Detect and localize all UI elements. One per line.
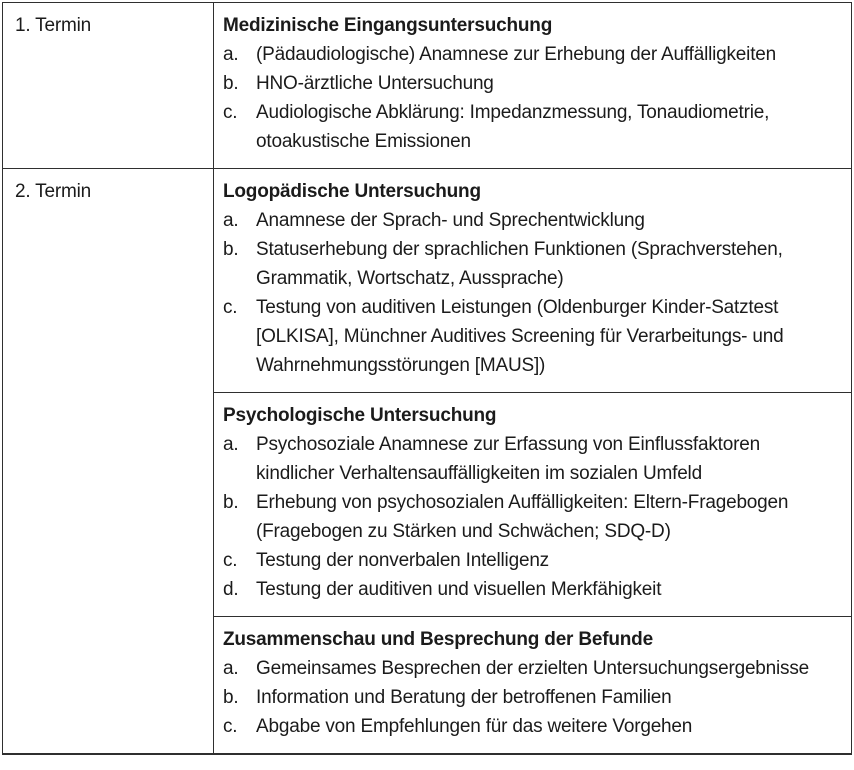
item-marker: d.: [223, 579, 239, 600]
item-text: Gemeinsames Besprechen der erzielten Untersuchungsergebnisse: [256, 658, 810, 679]
item-text: Testung der auditiven und visuellen Merkfähigkeit: [256, 579, 662, 600]
item-text: Information und Beratung der betroffenen Familien: [256, 687, 672, 708]
item-text: HNO-ärztliche Untersuchung: [256, 73, 494, 94]
item-marker: b.: [223, 492, 239, 513]
item-marker: a.: [223, 44, 239, 65]
section-zusammenschau-besprechung: [214, 616, 851, 753]
item-marker: c.: [223, 102, 238, 123]
list-item: [223, 40, 837, 69]
table-row-termin-2: [3, 168, 851, 753]
item-text: Anamnese der Sprach- und Sprechentwicklung: [256, 210, 645, 231]
list-item: [223, 206, 837, 235]
item-text: Abgabe von Empfehlungen für das weitere Vorgehen: [256, 716, 693, 737]
table-row-termin-1: [3, 3, 851, 168]
list-item: [223, 235, 837, 293]
list-item: [223, 488, 837, 546]
item-text: Audiologische Abklärung: Impedanzmessung, Tonaudiometrie, otoakustische Emissionen: [256, 102, 770, 152]
section-psychologische-untersuchung: [214, 392, 851, 616]
section-medizinische-untersuchung: [214, 3, 851, 168]
section-title: Psychologische Untersuchung: [223, 405, 497, 426]
item-text: Erhebung von psychosozialen Auffälligkeiten: Eltern-Fragebogen (Fragebogen zu Stärken und Schwächen; SDQ-D): [256, 492, 789, 542]
item-marker: c.: [223, 297, 238, 318]
list-item: [223, 430, 837, 488]
term-cell: [3, 169, 213, 753]
item-text: Testung der nonverbalen Intelligenz: [256, 550, 549, 571]
term-cell: [3, 3, 213, 168]
item-marker: b.: [223, 239, 239, 260]
item-marker: a.: [223, 658, 239, 679]
item-marker: c.: [223, 550, 238, 571]
list-item: [223, 98, 837, 156]
list-item: [223, 654, 837, 683]
section-title: Logopädische Untersuchung: [223, 181, 481, 202]
list-item: [223, 712, 837, 741]
item-marker: a.: [223, 434, 239, 455]
list-item: [223, 293, 837, 380]
term-label: 2. Termin: [15, 181, 91, 202]
section-title: Zusammenschau und Besprechung der Befunde: [223, 629, 653, 650]
list-item: [223, 69, 837, 98]
list-item: [223, 546, 837, 575]
item-marker: c.: [223, 716, 238, 737]
examination-schedule-table: [2, 2, 852, 755]
procedure-cell: [213, 3, 851, 168]
list-item: [223, 575, 837, 604]
item-text: (Pädaudiologische) Anamnese zur Erhebung der Auffälligkeiten: [256, 44, 777, 65]
procedure-cell: [213, 169, 851, 753]
term-label: 1. Termin: [15, 15, 91, 36]
item-marker: b.: [223, 687, 239, 708]
item-text: Testung von auditiven Leistungen (Oldenburger Kinder-Satztest [OLKISA], Münchner Auditives Screening für Verarbeitungs- und Wahrnehmungsstörungen [MAUS]): [256, 297, 784, 376]
section-logopaedische-untersuchung: [214, 169, 851, 392]
list-item: [223, 683, 837, 712]
item-marker: b.: [223, 73, 239, 94]
section-title: Medizinische Eingangsuntersuchung: [223, 15, 553, 36]
item-marker: a.: [223, 210, 239, 231]
item-text: Statuserhebung der sprachlichen Funktionen (Sprachverstehen, Grammatik, Wortschatz, Aussprache): [256, 239, 783, 289]
item-text: Psychosoziale Anamnese zur Erfassung von Einflussfaktoren kindlicher Verhaltensauffälligkeiten im sozialen Umfeld: [256, 434, 760, 484]
